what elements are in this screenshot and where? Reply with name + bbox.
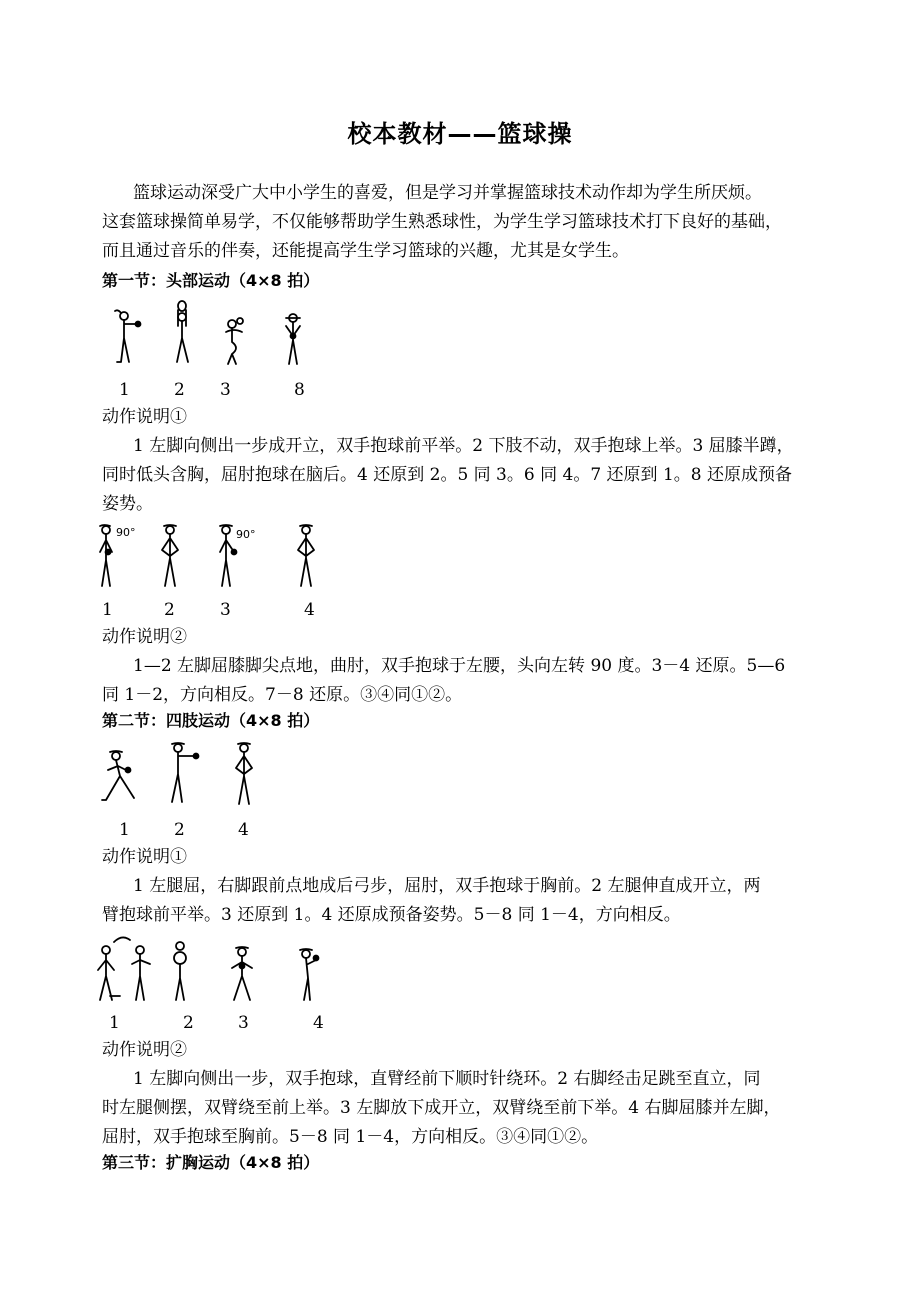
stick-figure-sequence xyxy=(96,934,196,1004)
intro-line: 而且通过音乐的伴奏，还能提高学生学习篮球的兴趣，尤其是女学生。 xyxy=(102,241,629,261)
figure-label: 3 xyxy=(220,380,231,400)
angle-note: 90° xyxy=(236,528,256,541)
description-line: 姿势。 xyxy=(102,494,153,514)
figure-label: 1 xyxy=(102,600,113,620)
caption: 动作说明② xyxy=(102,1040,187,1060)
stick-figure xyxy=(170,300,194,366)
stick-figure xyxy=(230,740,258,808)
stick-figure xyxy=(294,944,324,1004)
description-line: 臂抱球前平举。3 还原到 1。4 还原成预备姿势。5－8 同 1－4，方向相反。 xyxy=(102,905,681,925)
figure-label: 2 xyxy=(174,380,185,400)
intro-line: 这套篮球操简单易学，不仅能够帮助学生熟悉球性，为学生学习篮球技术打下良好的基础， xyxy=(102,212,782,232)
stick-figure xyxy=(112,306,142,366)
figure-label: 4 xyxy=(238,820,249,840)
description-line: 1—2 左脚屈膝脚尖点地，曲肘，双手抱球于左腰，头向左转 90 度。3－4 还原。5—6 xyxy=(133,656,786,676)
figure-label: 1 xyxy=(119,820,130,840)
stick-figure xyxy=(280,310,308,368)
stick-figure xyxy=(228,944,258,1004)
caption: 动作说明② xyxy=(102,627,187,647)
stick-figure xyxy=(100,748,140,806)
angle-note: 90° xyxy=(116,526,136,539)
description-line: 屈肘，双手抱球至胸前。5－8 同 1－4，方向相反。③④同①②。 xyxy=(102,1127,599,1147)
section-heading: 第一节：头部运动（4×8 拍） xyxy=(102,271,320,290)
caption: 动作说明① xyxy=(102,407,187,427)
description-line: 1 左脚向侧出一步，双手抱球，直臂经前下顺时针绕环。2 右脚经击足跳至直立，同 xyxy=(133,1069,761,1089)
figure-label: 4 xyxy=(304,600,315,620)
page-title: 校本教材——篮球操 xyxy=(347,120,573,148)
figure-label: 2 xyxy=(174,820,185,840)
figure-label: 4 xyxy=(313,1013,324,1033)
caption: 动作说明① xyxy=(102,847,187,867)
figure-label: 2 xyxy=(183,1013,194,1033)
section-heading: 第三节：扩胸运动（4×8 拍） xyxy=(102,1153,320,1172)
description-line: 1 左腿屈，右脚跟前点地成后弓步，屈肘，双手抱球于胸前。2 左腿伸直成开立，两 xyxy=(133,876,761,896)
intro-line: 篮球运动深受广大中小学生的喜爱，但是学习并掌握篮球技术动作却为学生所厌烦。 xyxy=(133,183,762,203)
description-line: 同时低头含胸，屈肘抱球在脑后。4 还原到 2。5 同 3。6 同 4。7 还原到 1。8 还原成预备 xyxy=(102,465,792,485)
stick-figure xyxy=(156,522,184,590)
stick-figure xyxy=(220,316,250,368)
description-line: 同 1－2，方向相反。7－8 还原。③④同①②。 xyxy=(102,685,463,705)
description-line: 时左腿侧摆，双臂绕至前上举。3 左脚放下成开立，双臂绕至前下举。4 右脚屈膝并左脚， xyxy=(102,1098,781,1118)
figure-label: 1 xyxy=(109,1013,120,1033)
description-line: 1 左脚向侧出一步成开立，双手抱球前平举。2 下肢不动，双手抱球上举。3 屈膝半蹲， xyxy=(133,436,794,456)
figure-label: 3 xyxy=(238,1013,249,1033)
figure-label: 2 xyxy=(164,600,175,620)
figure-label: 1 xyxy=(119,380,130,400)
figure-label: 3 xyxy=(220,600,231,620)
stick-figure xyxy=(292,522,320,590)
figure-label: 8 xyxy=(294,380,305,400)
section-heading: 第二节：四肢运动（4×8 拍） xyxy=(102,711,320,730)
stick-figure xyxy=(166,740,200,806)
